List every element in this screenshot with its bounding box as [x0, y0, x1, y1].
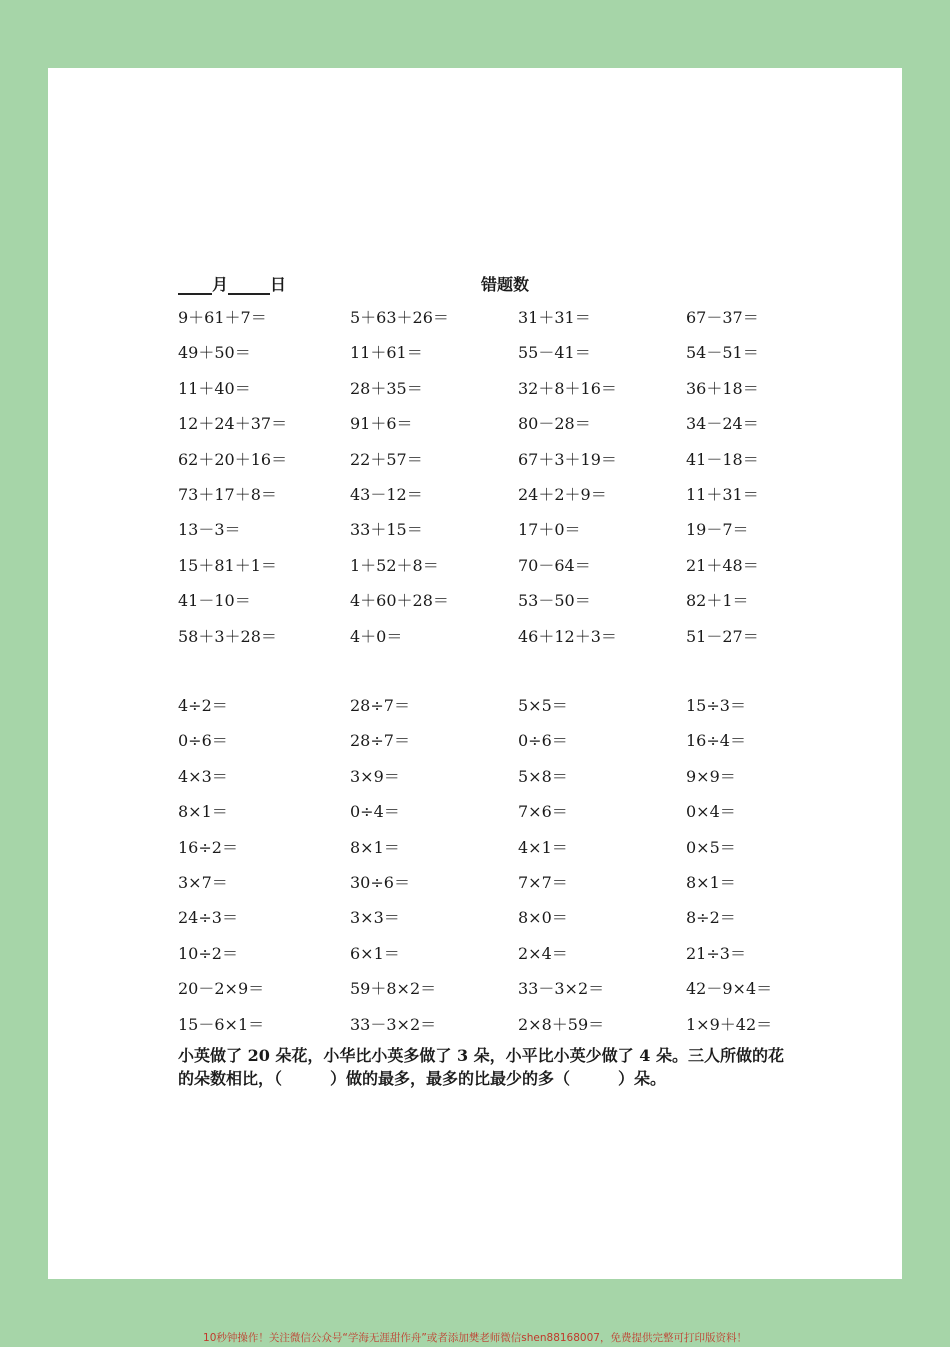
equation-cell: 15÷3＝	[686, 696, 746, 715]
equation-cell: 15＋81＋1＝	[178, 555, 277, 575]
equation-cell: 11＋31＝	[686, 484, 759, 504]
equation-cell: 70－64＝	[518, 555, 591, 575]
equation-cell: 13－3＝	[178, 520, 241, 540]
equation-cell: 21÷3＝	[686, 943, 746, 963]
equation-cell: 67－37＝	[686, 308, 759, 327]
equation-cell: 20－2×9＝	[178, 979, 265, 999]
equation-cell: 9＋61＋7＝	[178, 308, 267, 327]
promo-footer: 10秒钟操作！关注微信公众号“学海无涯甜作舟”或者添加樊老师微信shen88168007，免费提供完整可打印版资料！	[203, 1332, 747, 1344]
month-label: 月	[212, 275, 229, 294]
equation-cell: 12＋24＋37＝	[178, 414, 288, 434]
equation-cell: 91＋6＝	[350, 414, 413, 434]
worksheet-page	[48, 68, 902, 1279]
equation-cell: 54－51＝	[686, 343, 759, 363]
day-blank	[228, 275, 270, 295]
equation-cell: 31＋31＝	[518, 308, 591, 327]
equation-cell: 16÷4＝	[686, 731, 746, 751]
equation-cell: 24÷3＝	[178, 908, 238, 928]
equation-cell: 4×1＝	[518, 837, 568, 857]
equation-cell: 41－18＝	[686, 449, 759, 469]
equation-cell: 17＋0＝	[518, 520, 581, 540]
equation-cell: 6×1＝	[350, 943, 400, 963]
equation-cell: 62＋20＋16＝	[178, 449, 288, 469]
equation-cell: 73＋17＋8＝	[178, 484, 277, 504]
equation-cell: 4＋0＝	[350, 626, 403, 646]
equation-cell: 43－12＝	[350, 484, 423, 504]
equation-cell: 55－41＝	[518, 343, 591, 363]
equation-cell: 8×1＝	[350, 837, 400, 857]
equation-cell: 5×8＝	[518, 766, 568, 786]
equation-cell: 53－50＝	[518, 591, 591, 611]
equation-cell: 3×7＝	[178, 872, 228, 892]
error-count-label: 错题数	[481, 275, 530, 294]
equation-cell: 28÷7＝	[350, 731, 410, 751]
equation-cell: 24＋2＋9＝	[518, 484, 607, 504]
equation-cell: 36＋18＝	[686, 378, 759, 398]
equation-cell: 4÷2＝	[178, 696, 228, 715]
equation-cell: 30÷6＝	[350, 872, 410, 892]
equation-cell: 33＋15＝	[350, 520, 423, 540]
addition-subtraction-grid	[178, 306, 798, 660]
equation-cell: 9×9＝	[686, 766, 736, 786]
equation-cell: 10÷2＝	[178, 943, 238, 963]
equation-cell: 46＋12＋3＝	[518, 626, 617, 646]
equation-cell: 67＋3＋19＝	[518, 449, 617, 469]
equation-cell: 5×5＝	[518, 696, 568, 715]
day-label: 日	[270, 275, 287, 294]
equation-cell: 80－28＝	[518, 414, 591, 434]
equation-cell: 1×9＋42＝	[686, 1014, 773, 1034]
equation-cell: 4＋60＋28＝	[350, 591, 449, 611]
multiplication-division-grid	[178, 694, 798, 1048]
equation-cell: 7×7＝	[518, 872, 568, 892]
equation-cell: 1＋52＋8＝	[350, 555, 439, 575]
equation-cell: 41－10＝	[178, 591, 251, 611]
equation-cell: 8÷2＝	[686, 908, 736, 928]
equation-cell: 0÷6＝	[178, 731, 228, 751]
equation-cell: 15－6×1＝	[178, 1014, 265, 1034]
equation-cell: 33－3×2＝	[350, 1014, 437, 1034]
equation-cell: 0×4＝	[686, 802, 736, 822]
equation-cell: 32＋8＋16＝	[518, 378, 617, 398]
equation-cell: 8×0＝	[518, 908, 568, 928]
worksheet-header	[178, 272, 778, 298]
equation-cell: 82＋1＝	[686, 591, 749, 611]
equation-cell: 0÷4＝	[350, 802, 400, 822]
equation-cell: 34－24＝	[686, 414, 759, 434]
equation-cell: 51－27＝	[686, 626, 759, 646]
equation-cell: 19－7＝	[686, 520, 749, 540]
equation-cell: 21＋48＝	[686, 555, 759, 575]
equation-cell: 3×9＝	[350, 766, 400, 786]
word-problem: 小英做了 20 朵花，小华比小英多做了 3 朵，小平比小英少做了 4 朵。三人所做的花的朵数相比，（ ）做的最多，最多的比最少的多（ ）朵。	[178, 1046, 784, 1088]
equation-cell: 59＋8×2＝	[350, 979, 437, 999]
equation-cell: 2×4＝	[518, 943, 568, 963]
equation-cell: 0÷6＝	[518, 731, 568, 751]
equation-cell: 11＋40＝	[178, 378, 251, 398]
equation-cell: 16÷2＝	[178, 837, 238, 857]
equation-cell: 5＋63＋26＝	[350, 308, 449, 327]
equation-cell: 58＋3＋28＝	[178, 626, 277, 646]
equation-cell: 33－3×2＝	[518, 979, 605, 999]
equation-cell: 22＋57＝	[350, 449, 423, 469]
equation-cell: 8×1＝	[686, 872, 736, 892]
equation-cell: 8×1＝	[178, 802, 228, 822]
equation-cell: 7×6＝	[518, 802, 568, 822]
equation-cell: 49＋50＝	[178, 343, 251, 363]
date-field	[178, 272, 286, 295]
equation-cell: 2×8＋59＝	[518, 1014, 605, 1034]
month-blank	[178, 275, 212, 295]
equation-cell: 28÷7＝	[350, 696, 410, 715]
equation-cell: 42－9×4＝	[686, 979, 773, 999]
equation-cell: 0×5＝	[686, 837, 736, 857]
equation-cell: 4×3＝	[178, 766, 228, 786]
equation-cell: 28＋35＝	[350, 378, 423, 398]
equation-cell: 3×3＝	[350, 908, 400, 928]
equation-cell: 11＋61＝	[350, 343, 423, 363]
